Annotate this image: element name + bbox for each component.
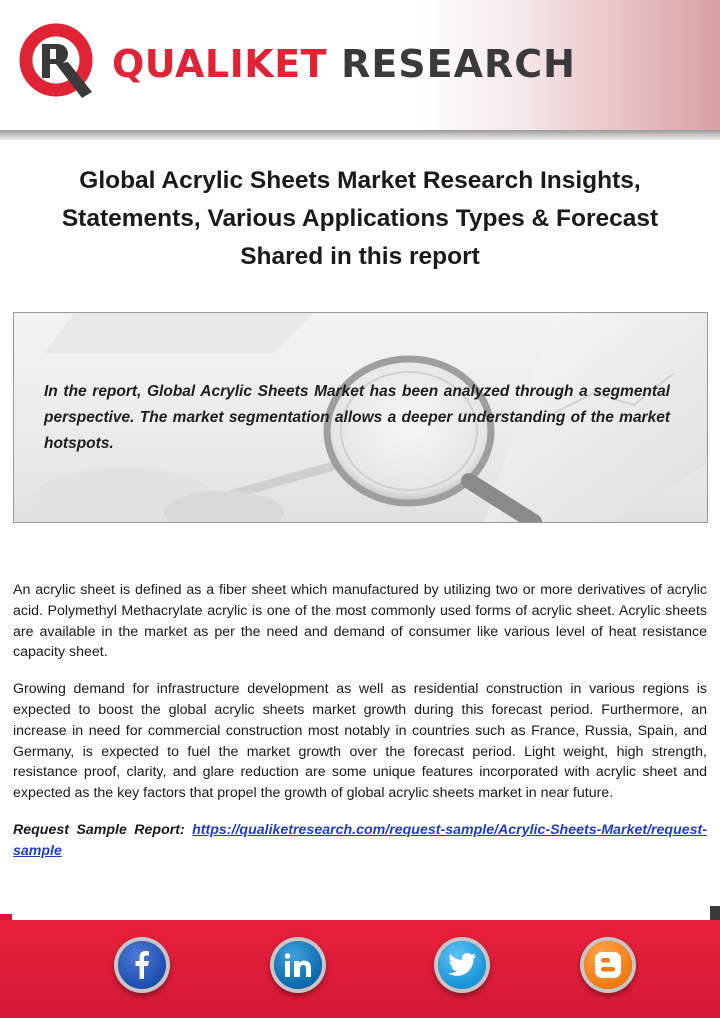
twitter-icon[interactable]	[438, 941, 486, 989]
logo-word-research: RESEARCH	[341, 42, 576, 86]
blogger-icon[interactable]	[584, 941, 632, 989]
highlight-text: In the report, Global Acrylic Sheets Market has been analyzed through a segmental perspective. The market segmentation allows a deeper understanding of the market hotspots.	[44, 383, 670, 452]
paragraph-growth: Growing demand for infrastructure development as well as residential construction in various regions is expected to boost the global acrylic sheets market growth during this forecast period. Furthermore, an increase in need for commercial construction most notably in countries such as France, Russia, Spain, and Germany, is expected to fuel the market growth over the forecast period. Light weight, high strength, resistance proof, clarity, and glare reduction are some unique features incorporated with acrylic sheet and expected as the key factors that propel the growth of global acrylic sheets market in near future.	[13, 681, 707, 802]
request-sample-link[interactable]: https://qualiketresearch.com/request-sample/Acrylic-Sheets-Market/request-sample	[13, 821, 707, 859]
header	[0, 0, 720, 132]
logo-word-qualiket: QUALIKET	[112, 42, 328, 86]
facebook-icon[interactable]	[118, 941, 166, 989]
qualiket-logo-icon	[12, 18, 104, 110]
linkedin-icon[interactable]	[274, 941, 322, 989]
request-sample	[13, 820, 707, 862]
logo-wordmark	[112, 40, 576, 88]
header-divider	[0, 130, 720, 140]
page-title: Global Acrylic Sheets Market Research Insights, Statements, Various Applications Types & Forecast Shared in this report	[61, 167, 659, 270]
highlight-box	[13, 312, 708, 523]
request-sample-label: Request Sample Report:	[13, 821, 185, 838]
paragraph-definition: An acrylic sheet is defined as a fiber sheet which manufactured by utilizing two or more derivatives of acrylic acid. Polymethyl Methacrylate acrylic is one of the most commonly used forms of acrylic sheet. Acrylic sheets are available in the market as per the need and demand of consumer like various level of heat resistance capacity sheet.	[13, 582, 707, 661]
article-body	[13, 580, 707, 878]
footer-corner	[710, 906, 720, 920]
